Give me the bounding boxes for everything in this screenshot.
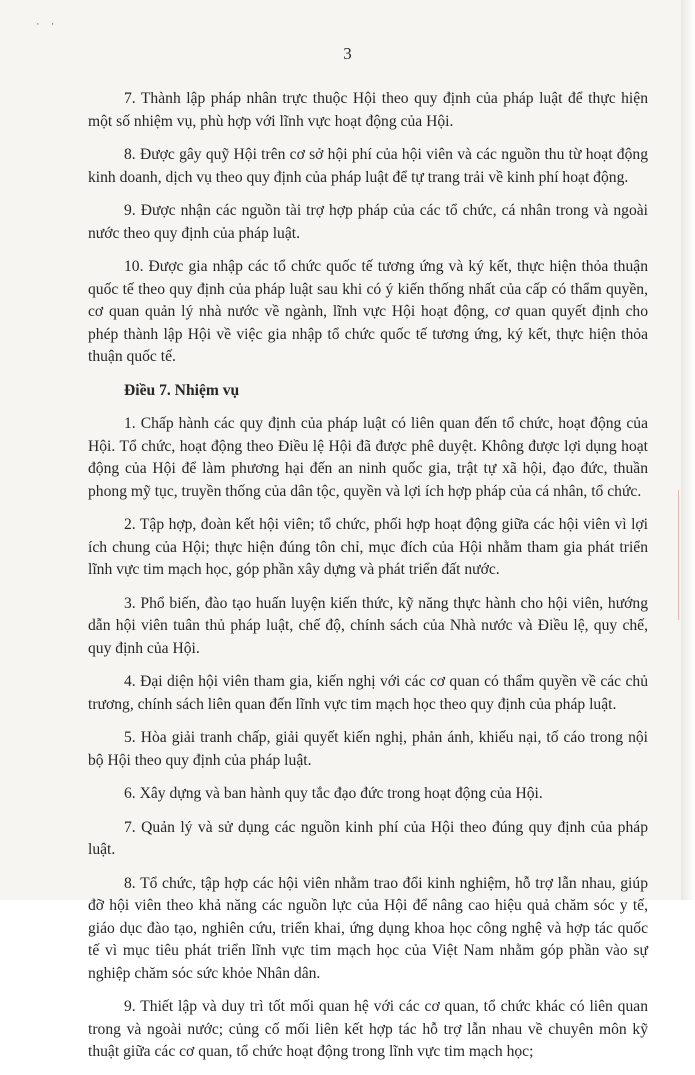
document-body [88,88,648,1075]
paragraph: 5. Hòa giải tranh chấp, giải quyết kiến nghị, phản ánh, khiếu nại, tố cáo trong nội bộ Hội theo quy định của pháp luật. [88,729,648,769]
paragraph: 7. Quản lý và sử dụng các nguồn kinh phí của Hội theo đúng quy định của pháp luật. [88,818,648,858]
paragraph: 8. Tổ chức, tập hợp các hội viên nhằm trao đổi kinh nghiệm, hỗ trợ lẫn nhau, giúp đỡ hội viên theo khả năng các nguồn lực của Hội để nâng cao hiệu quả chăm sóc y tế, giáo dục đào tạo, nghiên cứu, triển khai, ứng dụng khoa học công nghệ và hợp tác quốc tế vì mục tiêu phát triển lĩnh vực tim mạch học của Việt Nam nhằm góp phần vào sự nghiệp chăm sóc sức khỏe Nhân dân. [88,874,648,982]
scan-marks: · · [36,18,59,30]
article-heading: Điều 7. Nhiệm vụ [124,381,240,399]
paragraph: 9. Được nhận các nguồn tài trợ hợp pháp của các tổ chức, cá nhân trong và ngoài nước theo quy định của pháp luật. [88,202,648,242]
paragraph: 10. Được gia nhập các tổ chức quốc tế tương ứng và ký kết, thực hiện thỏa thuận quốc tế theo quy định của pháp luật sau khi có ý kiến thống nhất của cấp có thẩm quyền, cơ quan quản lý nhà nước về ngành, lĩnh vực Hội hoạt động, cơ quan quyết định cho phép thành lập Hội về việc gia nhập tổ chức quốc tế tương ứng, ký kết, thực hiện thỏa thuận quốc tế. [88,258,648,365]
paragraph: 8. Được gây quỹ Hội trên cơ sở hội phí của hội viên và các nguồn thu từ hoạt động kinh doanh, dịch vụ theo quy định của pháp luật để tự trang trải về kinh phí hoạt động. [88,146,648,186]
page-edge [681,0,695,900]
paragraph: 1. Chấp hành các quy định của pháp luật có liên quan đến tổ chức, hoạt động của Hội. Tổ chức, hoạt động theo Điều lệ Hội đã được phê duyệt. Không được lợi dụng hoạt động của Hội để làm phương hại đến an ninh quốc gia, trật tự xã hội, đạo đức, thuần phong mỹ tục, truyền thống của dân tộc, quyền và lợi ích hợp pháp của cá nhân, tổ chức. [88,415,648,500]
paragraph: 4. Đại diện hội viên tham gia, kiến nghị với các cơ quan có thẩm quyền về các chủ trương, chính sách liên quan đến lĩnh vực tim mạch học theo quy định của pháp luật. [88,673,648,713]
paragraph: 7. Thành lập pháp nhân trực thuộc Hội theo quy định của pháp luật để thực hiện một số nhiệm vụ, phù hợp với lĩnh vực hoạt động của Hội. [88,90,648,130]
paragraph: 2. Tập hợp, đoàn kết hội viên; tổ chức, phối hợp hoạt động giữa các hội viên vì lợi ích chung của Hội; thực hiện đúng tôn chỉ, mục đích của Hội nhằm tham gia phát triển lĩnh vực tim mạch học, góp phần xây dựng và phát triển đất nước. [88,516,648,578]
paragraph: 6. Xây dựng và ban hành quy tắc đạo đức trong hoạt động của Hội. [124,785,543,802]
page-number: 3 [343,44,352,63]
seal-stamp [654,490,679,620]
paragraph: 9. Thiết lập và duy trì tốt mối quan hệ với các cơ quan, tổ chức khác có liên quan trong và ngoài nước; củng cố mối liên kết hợp tác hỗ trợ lẫn nhau về chuyên môn kỹ thuật giữa các cơ quan, tổ chức hoạt động trong lĩnh vực tim mạch học; [88,998,648,1060]
paragraph: 3. Phổ biến, đào tạo huấn luyện kiến thức, kỹ năng thực hành cho hội viên, hướng dẫn hội viên tuân thủ pháp luật, chế độ, chính sách của Nhà nước và Điều lệ, quy chế, quy định của Hội. [88,594,648,657]
